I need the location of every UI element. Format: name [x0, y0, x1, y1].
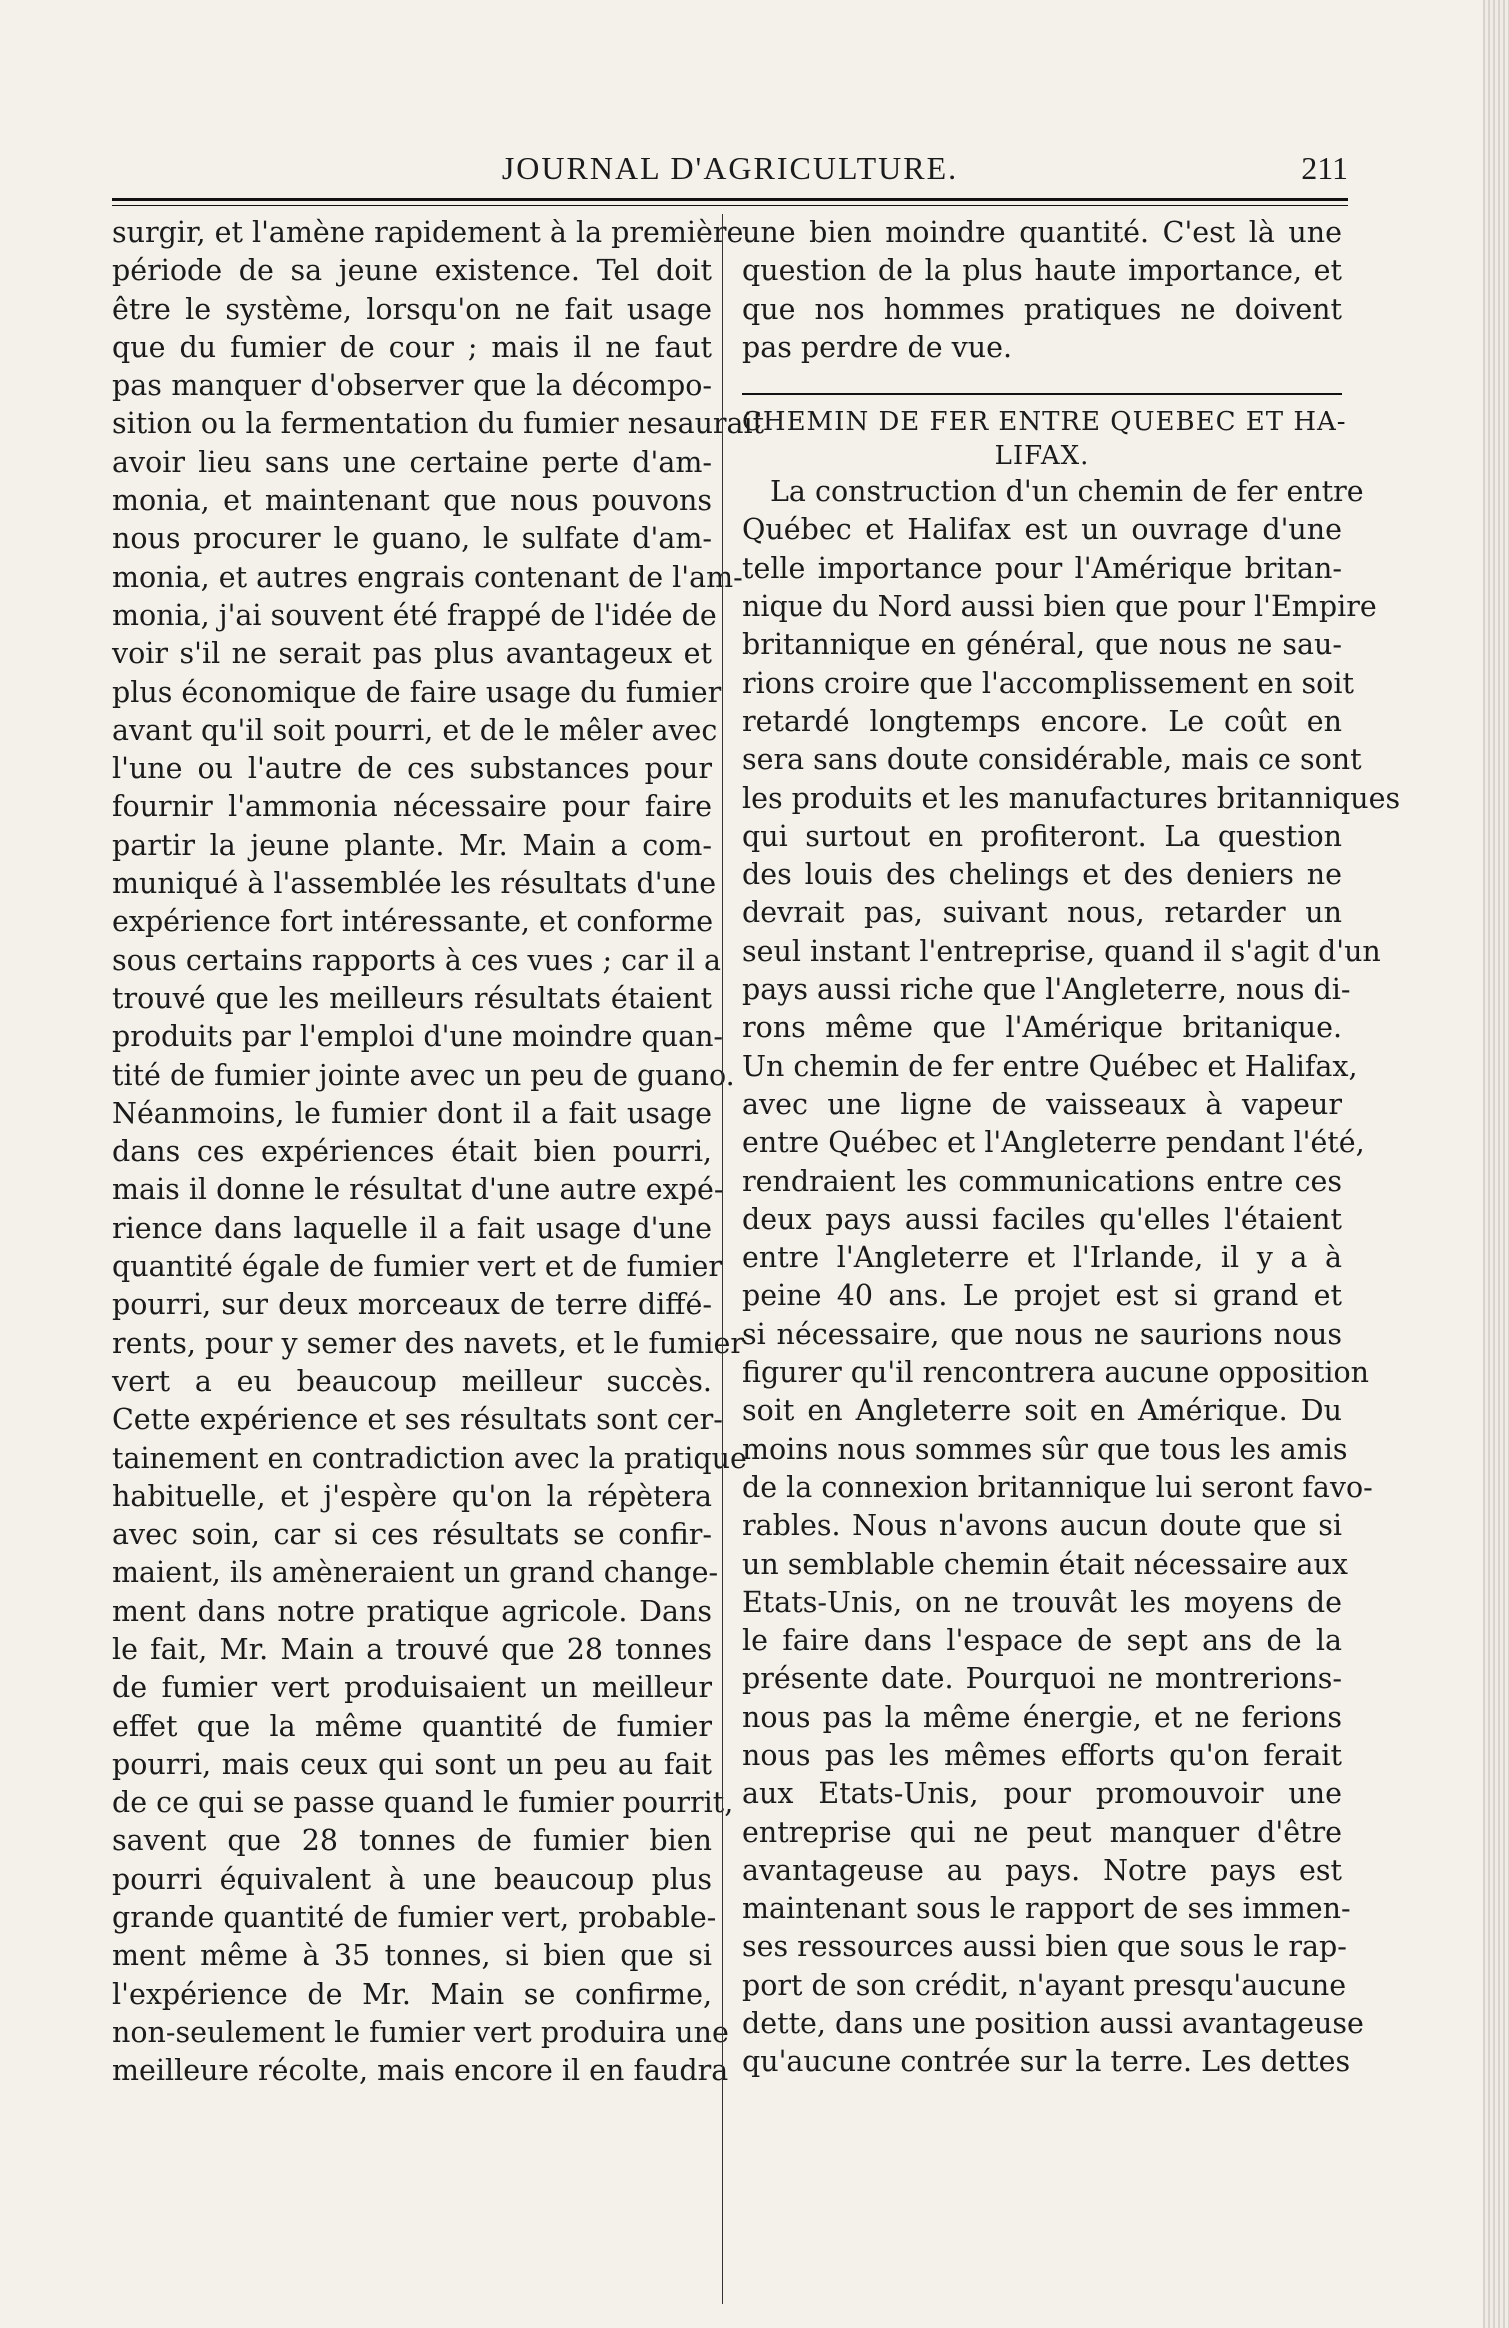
- text-line: partir la jeune plante. Mr. Main a com-: [112, 828, 712, 862]
- text-line: telle importance pour l'Amérique britan-: [742, 551, 1342, 585]
- text-line: un semblable chemin était nécessaire aux: [742, 1547, 1348, 1581]
- text-line: que nos hommes pratiques ne doivent: [742, 292, 1342, 326]
- text-line: monia, j'ai souvent été frappé de l'idée de: [112, 598, 717, 632]
- text-line: meilleure récolte, mais encore il en faudra: [112, 2054, 729, 2088]
- text-line: des louis des chelings et des deniers ne: [742, 858, 1342, 892]
- text-line: nous pas les mêmes efforts qu'on ferait: [742, 1738, 1342, 1772]
- text-line: monia, et autres engrais contenant de l'am-: [112, 560, 743, 594]
- text-line: sera sans doute considérable, mais ce sont: [742, 743, 1362, 777]
- text-line: moins nous sommes sûr que tous les amis: [742, 1432, 1348, 1466]
- text-line: question de la plus haute importance, et: [742, 254, 1342, 288]
- text-line: expérience fort intéressante, et conforme: [112, 905, 714, 939]
- text-line: plus économique de faire usage du fumier: [112, 675, 722, 709]
- page-header: [112, 150, 1348, 194]
- text-line: dans ces expériences était bien pourri,: [112, 1135, 712, 1169]
- text-line: Un chemin de fer entre Québec et Halifax,: [742, 1049, 1358, 1083]
- text-line: période de sa jeune existence. Tel doit: [112, 254, 712, 288]
- text-line: deux pays aussi faciles qu'elles l'étaient: [742, 1202, 1342, 1236]
- text-line: être le système, lorsqu'on ne fait usage: [112, 292, 712, 326]
- text-line: ment même à 35 tonnes, si bien que si: [112, 1939, 712, 1973]
- text-line: rents, pour y semer des navets, et le fumier: [112, 1326, 744, 1360]
- text-line: avantageuse au pays. Notre pays est: [742, 1853, 1342, 1887]
- text-line: rables. Nous n'avons aucun doute que si: [742, 1509, 1342, 1543]
- text-line: de la connexion britannique lui seront favo-: [742, 1470, 1373, 1504]
- text-line: qu'aucune contrée sur la terre. Les dettes: [742, 2045, 1351, 2079]
- text-line: effet que la même quantité de fumier: [112, 1709, 712, 1743]
- text-line: tité de fumier jointe avec un peu de guano.: [112, 1058, 735, 1092]
- text-line: avec une ligne de vaisseaux à vapeur: [742, 1087, 1342, 1121]
- text-line: l'expérience de Mr. Main se confirme,: [112, 1977, 712, 2011]
- text-line: LIFAX.: [994, 441, 1090, 472]
- text-line: rons même que l'Amérique britanique.: [742, 1011, 1342, 1045]
- text-line: surgir, et l'amène rapidement à la première: [112, 216, 744, 249]
- text-line: vert a eu beaucoup meilleur succès.: [112, 1364, 712, 1398]
- text-line: nous procurer le guano, le sulfate d'am-: [112, 522, 712, 556]
- text-line: quantité égale de fumier vert et de fumier: [112, 1250, 722, 1284]
- text-line: produits par l'emploi d'une moindre quan-: [112, 1020, 724, 1054]
- text-line: sition ou la fermentation du fumier nesaurait: [112, 407, 765, 441]
- text-line: qui surtout en profiteront. La question: [742, 819, 1342, 853]
- text-line: Québec et Halifax est un ouvrage d'une: [742, 513, 1342, 547]
- page-edge: [1483, 0, 1509, 2328]
- text-line: pays aussi riche que l'Angleterre, nous di-: [742, 973, 1351, 1007]
- text-line: Cette expérience et ses résultats sont cer-: [112, 1403, 723, 1437]
- text-line: maintenant sous le rapport de ses immen-: [742, 1892, 1351, 1926]
- text-line: voir s'il ne serait pas plus avantageux et: [112, 637, 712, 671]
- text-line: pourri, sur deux morceaux de terre diffé-: [112, 1288, 712, 1322]
- text-line: entre Québec et l'Angleterre pendant l'été,: [742, 1126, 1365, 1160]
- text-line: si nécessaire, que nous ne saurions nous: [742, 1317, 1342, 1351]
- text-line: avoir lieu sans une certaine perte d'am-: [112, 445, 712, 479]
- text-line: ses ressources aussi bien que sous le rap-: [742, 1930, 1347, 1964]
- text-line: pas perdre de vue.: [742, 330, 1012, 364]
- page-number: 211: [1301, 150, 1348, 186]
- right-column: [742, 214, 1401, 2082]
- text-line: tainement en contradiction avec la pratique: [112, 1441, 747, 1475]
- text-line: figurer qu'il rencontrera aucune opposition: [742, 1356, 1370, 1390]
- text-line: que du fumier de cour ; mais il ne faut: [112, 330, 712, 364]
- text-line: habituelle, et j'espère qu'on la répètera: [112, 1479, 712, 1513]
- text-line: soit en Angleterre soit en Amérique. Du: [742, 1394, 1342, 1428]
- text-line: le faire dans l'espace de sept ans de la: [742, 1624, 1342, 1658]
- text-line: Etats-Unis, on ne trouvât les moyens de: [742, 1585, 1342, 1619]
- text-line: La construction d'un chemin de fer entre: [770, 475, 1364, 509]
- header-rule-thin: [112, 205, 1348, 206]
- text-line: rience dans laquelle il a fait usage d'une: [112, 1211, 712, 1245]
- header-rule-thick: [112, 198, 1348, 201]
- text-line: dette, dans une position aussi avantageuse: [742, 2007, 1364, 2041]
- text-line: non-seulement le fumier vert produira une: [112, 2015, 729, 2049]
- text-line: mais il donne le résultat d'une autre expé-: [112, 1173, 724, 1207]
- text-line: entre l'Angleterre et l'Irlande, il y a à: [742, 1241, 1342, 1275]
- text-line: pas manquer d'observer que la décompo-: [112, 369, 712, 403]
- text-line: muniqué à l'assemblée les résultats d'une: [112, 867, 717, 901]
- text-line: aux Etats-Unis, pour promouvoir une: [742, 1777, 1342, 1811]
- text-line: savent que 28 tonnes de fumier bien: [112, 1824, 712, 1858]
- text-line: monia, et maintenant que nous pouvons: [112, 484, 712, 518]
- text-line: CHEMIN DE FER ENTRE QUEBEC ET HA-: [742, 407, 1347, 438]
- text-line: rendraient les communications entre ces: [742, 1164, 1342, 1198]
- left-column: [112, 214, 765, 2091]
- text-line: britannique en général, que nous ne sau-: [742, 628, 1342, 662]
- text-line: avant qu'il soit pourri, et de le mêler avec: [112, 713, 718, 747]
- article-title: [742, 405, 1347, 473]
- column-divider: [722, 214, 723, 2304]
- text-line: rions croire que l'accomplissement en soit: [742, 666, 1354, 700]
- previous-article-ending: [742, 214, 1342, 367]
- article-body: [742, 473, 1401, 2081]
- text-line: sous certains rapports à ces vues ; car il a: [112, 943, 722, 977]
- text-line: de fumier vert produisaient un meilleur: [112, 1671, 712, 1705]
- text-line: retardé longtemps encore. Le coût en: [742, 704, 1342, 738]
- text-line: le fait, Mr. Main a trouvé que 28 tonnes: [112, 1632, 712, 1666]
- text-line: présente date. Pourquoi ne montrerions-: [742, 1662, 1342, 1696]
- text-line: pourri équivalent à une beaucoup plus: [112, 1862, 712, 1896]
- text-line: de ce qui se passe quand le fumier pourrit,: [112, 1786, 734, 1820]
- text-line: seul instant l'entreprise, quand il s'agit d'un: [742, 934, 1381, 968]
- text-line: grande quantité de fumier vert, probable-: [112, 1901, 717, 1935]
- text-line: l'une ou l'autre de ces substances pour: [112, 752, 712, 786]
- text-line: Néanmoins, le fumier dont il a fait usage: [112, 1096, 712, 1130]
- text-line: nique du Nord aussi bien que pour l'Empire: [742, 590, 1377, 624]
- text-line: entreprise qui ne peut manquer d'être: [742, 1815, 1342, 1849]
- article-separator-rule: [742, 393, 1342, 395]
- text-line: peine 40 ans. Le projet est si grand et: [742, 1279, 1342, 1313]
- text-line: nous pas la même énergie, et ne ferions: [742, 1700, 1342, 1734]
- text-line: ment dans notre pratique agricole. Dans: [112, 1594, 712, 1628]
- text-line: avec soin, car si ces résultats se confir-: [112, 1518, 712, 1552]
- text-line: fournir l'ammonia nécessaire pour faire: [112, 790, 712, 824]
- running-title: JOURNAL D'AGRICULTURE.: [501, 150, 959, 186]
- text-line: une bien moindre quantité. C'est là une: [742, 216, 1342, 249]
- text-line: pourri, mais ceux qui sont un peu au fait: [112, 1747, 712, 1781]
- text-line: maient, ils amèneraient un grand change-: [112, 1556, 719, 1590]
- text-line: devrait pas, suivant nous, retarder un: [742, 896, 1342, 930]
- text-line: port de son crédit, n'ayant presqu'aucune: [742, 1968, 1347, 2002]
- text-line: trouvé que les meilleurs résultats étaient: [112, 981, 712, 1015]
- text-line: les produits et les manufactures britanniques: [742, 781, 1401, 815]
